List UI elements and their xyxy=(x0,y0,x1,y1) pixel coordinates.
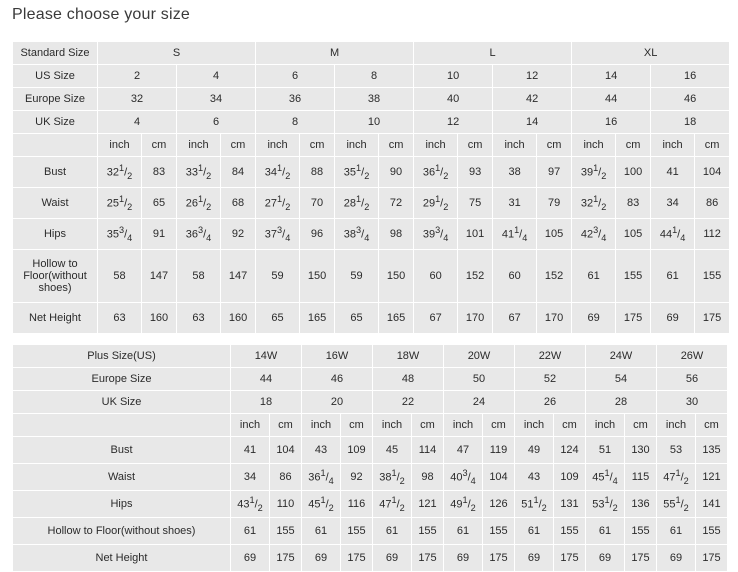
measure-value: 175 xyxy=(695,303,730,334)
measure-value: $45^1/_4$ xyxy=(586,464,625,491)
measure-value: 165 xyxy=(300,303,335,334)
size-value: 22 xyxy=(373,391,444,414)
standard-size-header: Standard Size xyxy=(13,42,98,65)
size-value: 2 xyxy=(98,65,177,88)
standard-size-table xyxy=(12,41,730,334)
measure-value: 68 xyxy=(221,188,256,219)
measure-value: 170 xyxy=(537,303,572,334)
measure-value: 152 xyxy=(458,250,493,303)
measure-value: 43 xyxy=(515,464,554,491)
table-row xyxy=(13,391,728,414)
measure-value: 61 xyxy=(572,250,616,303)
measure-value: $45^1/_2$ xyxy=(302,491,341,518)
unit-cell: inch xyxy=(231,414,270,437)
unit-cell: inch xyxy=(98,134,142,157)
measure-value: 90 xyxy=(379,157,414,188)
row-label: Hips xyxy=(13,491,231,518)
measure-value: 155 xyxy=(483,518,515,545)
plus-size-value: 14W xyxy=(231,345,302,368)
size-value: 44 xyxy=(231,368,302,391)
measure-value: $51^1/_2$ xyxy=(515,491,554,518)
measure-value: 43 xyxy=(302,437,341,464)
unit-cell: inch xyxy=(335,134,379,157)
plus-size-value: 18W xyxy=(373,345,444,368)
measure-value: 110 xyxy=(270,491,302,518)
size-value: 10 xyxy=(335,111,414,134)
measure-value: 175 xyxy=(412,545,444,572)
measure-value: 61 xyxy=(231,518,270,545)
measure-value: 61 xyxy=(657,518,696,545)
table-row xyxy=(13,65,730,88)
measure-value: 160 xyxy=(221,303,256,334)
plus-size-value: 22W xyxy=(515,345,586,368)
row-label: Net Height xyxy=(13,303,98,334)
unit-cell: inch xyxy=(302,414,341,437)
measure-value: 47 xyxy=(444,437,483,464)
measure-value: 155 xyxy=(341,518,373,545)
measure-value: 155 xyxy=(625,518,657,545)
measure-value: 34 xyxy=(231,464,270,491)
measure-value: $36^3/_4$ xyxy=(177,219,221,250)
size-value: 42 xyxy=(493,88,572,111)
measure-value: 98 xyxy=(412,464,444,491)
row-label: Net Height xyxy=(13,545,231,572)
measure-value: 170 xyxy=(458,303,493,334)
row-label: Bust xyxy=(13,437,231,464)
size-value: 34 xyxy=(177,88,256,111)
measure-value: 104 xyxy=(695,157,730,188)
measure-value: 65 xyxy=(256,303,300,334)
measure-value: $53^1/_2$ xyxy=(586,491,625,518)
measure-value: 69 xyxy=(657,545,696,572)
table-row xyxy=(13,491,728,518)
measure-value: 69 xyxy=(651,303,695,334)
measure-value: 60 xyxy=(493,250,537,303)
measure-value: 41 xyxy=(231,437,270,464)
measure-value: $42^3/_4$ xyxy=(572,219,616,250)
size-value: 28 xyxy=(586,391,657,414)
unit-cell: cm xyxy=(695,134,730,157)
plus-size-header: Plus Size(US) xyxy=(13,345,231,368)
measure-value: $38^3/_4$ xyxy=(335,219,379,250)
size-value: 4 xyxy=(98,111,177,134)
measure-value: $26^1/_2$ xyxy=(177,188,221,219)
measure-value: 92 xyxy=(221,219,256,250)
measure-value: 109 xyxy=(554,464,586,491)
unit-cell: cm xyxy=(379,134,414,157)
size-group-header: S xyxy=(98,42,256,65)
table-row xyxy=(13,437,728,464)
unit-cell: inch xyxy=(373,414,412,437)
measure-value: 79 xyxy=(537,188,572,219)
measure-value: 155 xyxy=(270,518,302,545)
size-value: 18 xyxy=(231,391,302,414)
measure-value: $55^1/_2$ xyxy=(657,491,696,518)
size-value: 16 xyxy=(572,111,651,134)
measure-value: $28^1/_2$ xyxy=(335,188,379,219)
plus-size-value: 24W xyxy=(586,345,657,368)
table-row xyxy=(13,134,730,157)
table-row xyxy=(13,250,730,303)
measure-value: $43^1/_2$ xyxy=(231,491,270,518)
size-value: 50 xyxy=(444,368,515,391)
measure-value: 49 xyxy=(515,437,554,464)
size-value: 44 xyxy=(572,88,651,111)
measure-value: 175 xyxy=(341,545,373,572)
measure-value: 75 xyxy=(458,188,493,219)
measure-value: 45 xyxy=(373,437,412,464)
size-group-header: L xyxy=(414,42,572,65)
measure-value: 124 xyxy=(554,437,586,464)
size-value: 20 xyxy=(302,391,373,414)
unit-cell: cm xyxy=(554,414,586,437)
measure-value: 105 xyxy=(616,219,651,250)
size-value: 54 xyxy=(586,368,657,391)
measure-value: 72 xyxy=(379,188,414,219)
measure-value: 175 xyxy=(554,545,586,572)
measure-value: 136 xyxy=(625,491,657,518)
measure-value: 69 xyxy=(302,545,341,572)
measure-value: 31 xyxy=(493,188,537,219)
measure-value: 101 xyxy=(458,219,493,250)
size-value: 8 xyxy=(335,65,414,88)
size-value: 38 xyxy=(335,88,414,111)
measure-value: 175 xyxy=(270,545,302,572)
measure-value: 69 xyxy=(444,545,483,572)
size-value: 18 xyxy=(651,111,730,134)
measure-value: 63 xyxy=(177,303,221,334)
size-value: 14 xyxy=(493,111,572,134)
measure-value: 97 xyxy=(537,157,572,188)
measure-value: $41^1/_4$ xyxy=(493,219,537,250)
unit-cell: cm xyxy=(270,414,302,437)
unit-cell: cm xyxy=(458,134,493,157)
measure-value: 119 xyxy=(483,437,515,464)
row-label: Hollow to Floor(without shoes) xyxy=(13,518,231,545)
unit-row-label xyxy=(13,414,231,437)
table-row xyxy=(13,414,728,437)
measure-value: 116 xyxy=(341,491,373,518)
measure-value: 58 xyxy=(177,250,221,303)
table-row xyxy=(13,88,730,111)
measure-value: $25^1/_2$ xyxy=(98,188,142,219)
measure-value: 100 xyxy=(616,157,651,188)
measure-value: 165 xyxy=(379,303,414,334)
table-row xyxy=(13,345,728,368)
size-value: 10 xyxy=(414,65,493,88)
measure-value: 91 xyxy=(142,219,177,250)
row-label: Europe Size xyxy=(13,88,98,111)
size-value: 30 xyxy=(657,391,728,414)
size-value: 46 xyxy=(302,368,373,391)
size-group-header: M xyxy=(256,42,414,65)
measure-value: 150 xyxy=(300,250,335,303)
unit-cell: inch xyxy=(572,134,616,157)
measure-value: 112 xyxy=(695,219,730,250)
unit-cell: cm xyxy=(412,414,444,437)
plus-size-table xyxy=(12,344,728,572)
measure-value: 175 xyxy=(625,545,657,572)
measure-value: 67 xyxy=(493,303,537,334)
measure-value: 115 xyxy=(625,464,657,491)
measure-value: 155 xyxy=(696,518,728,545)
table-row xyxy=(13,545,728,572)
measure-value: $35^1/_2$ xyxy=(335,157,379,188)
unit-cell: cm xyxy=(483,414,515,437)
measure-value: 147 xyxy=(221,250,256,303)
size-value: 4 xyxy=(177,65,256,88)
measure-value: $47^1/_2$ xyxy=(373,491,412,518)
measure-value: 70 xyxy=(300,188,335,219)
row-label: Bust xyxy=(13,157,98,188)
unit-cell: inch xyxy=(444,414,483,437)
size-value: 16 xyxy=(651,65,730,88)
measure-value: 83 xyxy=(142,157,177,188)
standard-size-body xyxy=(13,42,730,334)
row-label: Waist xyxy=(13,464,231,491)
size-value: 6 xyxy=(177,111,256,134)
measure-value: 84 xyxy=(221,157,256,188)
unit-cell: cm xyxy=(341,414,373,437)
measure-value: 86 xyxy=(695,188,730,219)
size-value: 40 xyxy=(414,88,493,111)
measure-value: 92 xyxy=(341,464,373,491)
measure-value: 51 xyxy=(586,437,625,464)
measure-value: 104 xyxy=(483,464,515,491)
measure-value: 141 xyxy=(696,491,728,518)
unit-cell: cm xyxy=(616,134,651,157)
measure-value: 86 xyxy=(270,464,302,491)
measure-value: 175 xyxy=(483,545,515,572)
measure-value: 155 xyxy=(412,518,444,545)
measure-value: 41 xyxy=(651,157,695,188)
row-label: Europe Size xyxy=(13,368,231,391)
measure-value: 155 xyxy=(695,250,730,303)
size-value: 12 xyxy=(493,65,572,88)
measure-value: 104 xyxy=(270,437,302,464)
measure-value: 61 xyxy=(373,518,412,545)
measure-value: 65 xyxy=(335,303,379,334)
unit-cell: cm xyxy=(625,414,657,437)
page-title: Please choose your size xyxy=(12,6,191,23)
plus-size-value: 16W xyxy=(302,345,373,368)
unit-row-label xyxy=(13,134,98,157)
measure-value: 63 xyxy=(98,303,142,334)
measure-value: 61 xyxy=(444,518,483,545)
measure-value: 65 xyxy=(142,188,177,219)
unit-cell: inch xyxy=(651,134,695,157)
size-group-header: XL xyxy=(572,42,730,65)
measure-value: 150 xyxy=(379,250,414,303)
unit-cell: inch xyxy=(586,414,625,437)
size-value: 32 xyxy=(98,88,177,111)
measure-value: 114 xyxy=(412,437,444,464)
measure-value: 61 xyxy=(586,518,625,545)
measure-value: 155 xyxy=(616,250,651,303)
table-row xyxy=(13,219,730,250)
row-label: UK Size xyxy=(13,391,231,414)
measure-value: $47^1/_2$ xyxy=(657,464,696,491)
measure-value: 69 xyxy=(515,545,554,572)
measure-value: $29^1/_2$ xyxy=(414,188,458,219)
plus-size-body xyxy=(13,345,728,572)
table-row xyxy=(13,518,728,545)
size-value: 24 xyxy=(444,391,515,414)
size-value: 6 xyxy=(256,65,335,88)
measure-value: 155 xyxy=(554,518,586,545)
unit-cell: cm xyxy=(537,134,572,157)
table-row xyxy=(13,111,730,134)
row-label: Hollow to Floor(without shoes) xyxy=(13,250,98,303)
measure-value: 58 xyxy=(98,250,142,303)
size-value: 12 xyxy=(414,111,493,134)
measure-value: 175 xyxy=(696,545,728,572)
plus-size-value: 20W xyxy=(444,345,515,368)
row-label: Waist xyxy=(13,188,98,219)
measure-value: 34 xyxy=(651,188,695,219)
measure-value: 69 xyxy=(586,545,625,572)
measure-value: 152 xyxy=(537,250,572,303)
measure-value: 83 xyxy=(616,188,651,219)
measure-value: 53 xyxy=(657,437,696,464)
unit-cell: inch xyxy=(493,134,537,157)
measure-value: 67 xyxy=(414,303,458,334)
size-value: 14 xyxy=(572,65,651,88)
measure-value: $33^1/_2$ xyxy=(177,157,221,188)
measure-value: $32^1/_2$ xyxy=(572,188,616,219)
measure-value: 93 xyxy=(458,157,493,188)
row-label: UK Size xyxy=(13,111,98,134)
table-row xyxy=(13,157,730,188)
table-row xyxy=(13,188,730,219)
row-label: US Size xyxy=(13,65,98,88)
measure-value: 109 xyxy=(341,437,373,464)
measure-value: 121 xyxy=(412,491,444,518)
size-value: 56 xyxy=(657,368,728,391)
measure-value: $32^1/_2$ xyxy=(98,157,142,188)
size-value: 8 xyxy=(256,111,335,134)
unit-cell: inch xyxy=(177,134,221,157)
measure-value: 61 xyxy=(515,518,554,545)
measure-value: $38^1/_2$ xyxy=(373,464,412,491)
measure-value: $36^1/_4$ xyxy=(302,464,341,491)
measure-value: $40^3/_4$ xyxy=(444,464,483,491)
measure-value: 69 xyxy=(572,303,616,334)
measure-value: $27^1/_2$ xyxy=(256,188,300,219)
unit-cell: inch xyxy=(414,134,458,157)
unit-cell: inch xyxy=(515,414,554,437)
unit-cell: cm xyxy=(221,134,256,157)
measure-value: 69 xyxy=(373,545,412,572)
measure-value: 121 xyxy=(696,464,728,491)
table-row xyxy=(13,303,730,334)
table-row xyxy=(13,42,730,65)
measure-value: 130 xyxy=(625,437,657,464)
measure-value: 88 xyxy=(300,157,335,188)
size-value: 46 xyxy=(651,88,730,111)
row-label: Hips xyxy=(13,219,98,250)
measure-value: 131 xyxy=(554,491,586,518)
table-row xyxy=(13,464,728,491)
measure-value: 98 xyxy=(379,219,414,250)
unit-cell: cm xyxy=(696,414,728,437)
measure-value: $39^3/_4$ xyxy=(414,219,458,250)
size-value: 52 xyxy=(515,368,586,391)
measure-value: 96 xyxy=(300,219,335,250)
size-value: 26 xyxy=(515,391,586,414)
measure-value: 59 xyxy=(256,250,300,303)
size-value: 48 xyxy=(373,368,444,391)
measure-value: 175 xyxy=(616,303,651,334)
unit-cell: inch xyxy=(657,414,696,437)
measure-value: $35^3/_4$ xyxy=(98,219,142,250)
table-row xyxy=(13,368,728,391)
measure-value: 60 xyxy=(414,250,458,303)
size-value: 36 xyxy=(256,88,335,111)
measure-value: $37^3/_4$ xyxy=(256,219,300,250)
measure-value: $39^1/_2$ xyxy=(572,157,616,188)
plus-size-value: 26W xyxy=(657,345,728,368)
unit-cell: cm xyxy=(300,134,335,157)
unit-cell: cm xyxy=(142,134,177,157)
measure-value: 61 xyxy=(302,518,341,545)
measure-value: 135 xyxy=(696,437,728,464)
measure-value: 105 xyxy=(537,219,572,250)
measure-value: 38 xyxy=(493,157,537,188)
measure-value: 69 xyxy=(231,545,270,572)
measure-value: $36^1/_2$ xyxy=(414,157,458,188)
measure-value: 126 xyxy=(483,491,515,518)
measure-value: $34^1/_2$ xyxy=(256,157,300,188)
measure-value: 59 xyxy=(335,250,379,303)
measure-value: $44^1/_4$ xyxy=(651,219,695,250)
measure-value: 61 xyxy=(651,250,695,303)
unit-cell: inch xyxy=(256,134,300,157)
measure-value: $49^1/_2$ xyxy=(444,491,483,518)
measure-value: 147 xyxy=(142,250,177,303)
measure-value: 160 xyxy=(142,303,177,334)
